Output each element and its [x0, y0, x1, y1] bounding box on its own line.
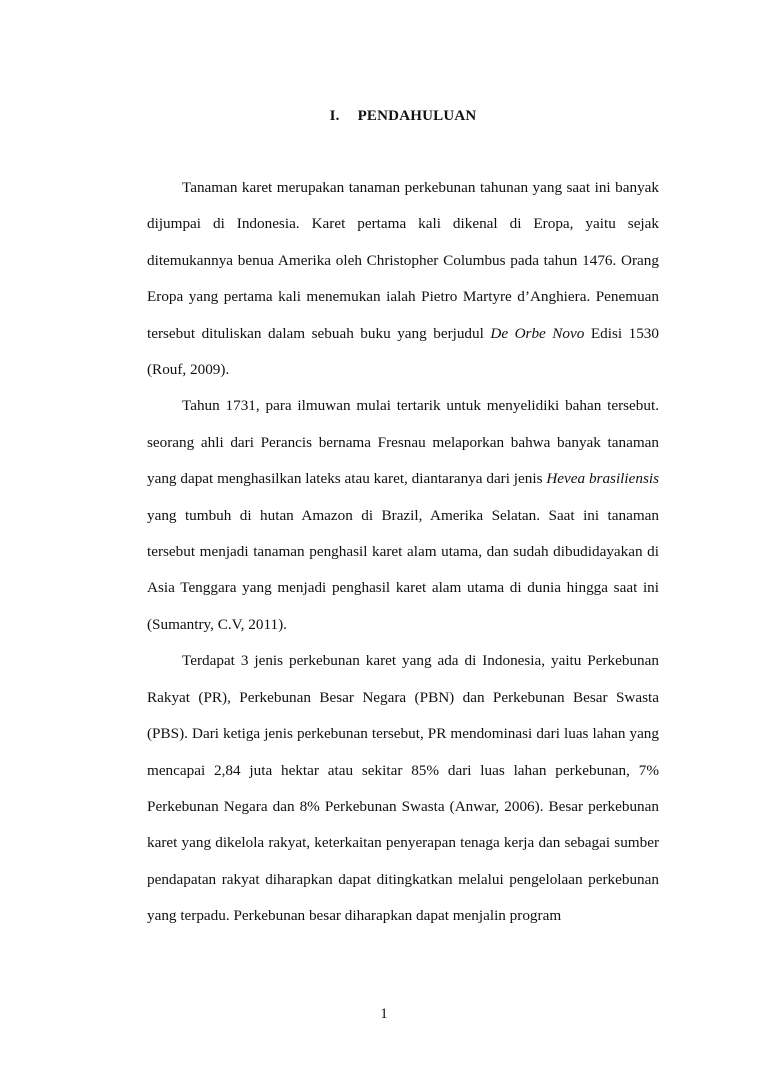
body-text: [147, 170, 659, 935]
paragraph-1-text-b: Edisi 1530 (Rouf, 2009).: [147, 324, 659, 379]
section-heading: [147, 108, 659, 125]
paragraph-1-text-a: Tanaman karet merupakan tanaman perkebunan tahunan yang saat ini banyak dijumpai di Indonesia. Karet pertama kali dikenal di Eropa, yaitu sejak ditemukannya benua Amerika oleh Christopher Columbus pada tahun 1476. Orang Eropa yang pertama kali menemukan ialah Pietro Martyre d’Anghiera. Penemuan tersebut dituliskan dalam sebuah buku yang berjudul: [147, 179, 659, 342]
book-title-de-orbe-novo: De Orbe Novo: [490, 324, 585, 342]
paragraph-3-text: Terdapat 3 jenis perkebunan karet yang ada di Indonesia, yaitu Perkebunan Rakyat (PR), Perkebunan Besar Negara (PBN) dan Perkebunan Besar Swasta (PBS). Dari ketiga jenis perkebunan tersebut, PR mendominasi dari luas lahan yang mencapai 2,84 juta hektar atau sekitar 85% dari luas lahan perkebunan, 7% Perkebunan Negara dan 8% Perkebunan Swasta (Anwar, 2006). Besar perkebunan karet yang dikelola rakyat, keterkaitan penyerapan tenaga kerja dan sebagai sumber pendapatan rakyat diharapkan dapat ditingkatkan melalui pengelolaan perkebunan yang terpadu. Perkebunan besar diharapkan dapat menjalin program: [147, 652, 659, 925]
paragraph-1: [147, 170, 659, 388]
paragraph-2: [147, 388, 659, 643]
paragraph-2-text-a: Tahun 1731, para ilmuwan mulai tertarik untuk menyelidiki bahan tersebut. seorang ahli dari Perancis bernama Fresnau melaporkan bahwa banyak tanaman yang dapat menghasilkan lateks atau karet, diantaranya dari jenis: [147, 397, 659, 488]
paragraph-3: [147, 643, 659, 934]
section-title: PENDAHULUAN: [357, 108, 477, 124]
paragraph-2-text-b: yang tumbuh di hutan Amazon di Brazil, Amerika Selatan. Saat ini tanaman tersebut menjadi tanaman penghasil karet alam utama, dan sudah dibudidayakan di Asia Tenggara yang menjadi penghasil karet alam utama di dunia hingga saat ini (Sumantry, C.V, 2011).: [147, 506, 659, 633]
page-number: 1: [380, 1006, 388, 1022]
species-name-hevea-brasiliensis: Hevea brasiliensis: [546, 470, 659, 488]
section-number: I.: [329, 108, 340, 124]
